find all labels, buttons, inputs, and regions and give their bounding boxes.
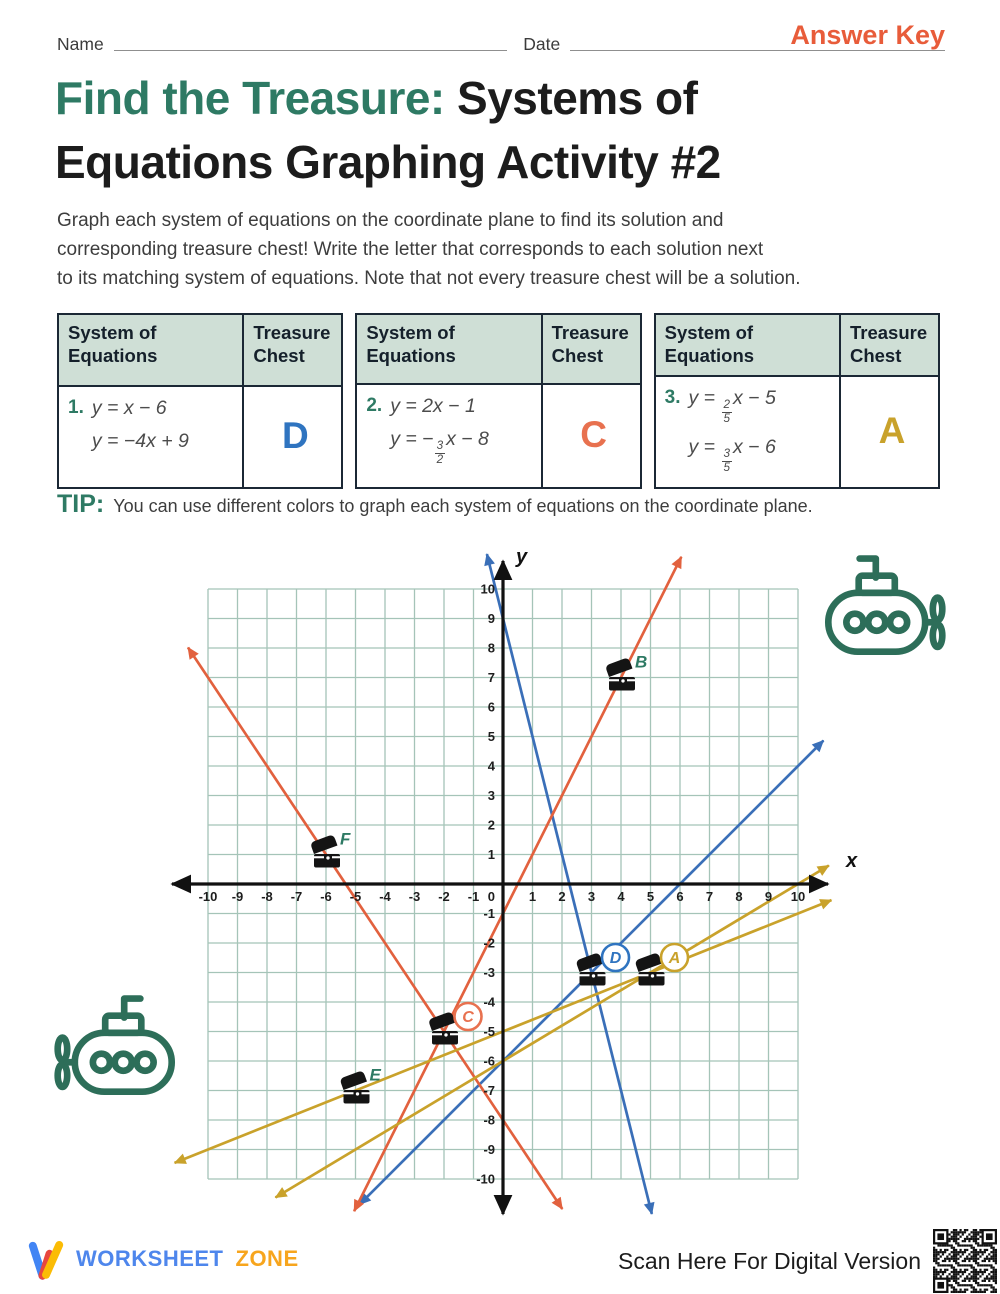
- treasure-chests: [310, 653, 688, 1104]
- svg-text:9: 9: [764, 889, 773, 904]
- svg-text:-10: -10: [198, 889, 218, 904]
- svg-text:1: 1: [528, 889, 537, 904]
- svg-text:6: 6: [676, 889, 684, 904]
- svg-text:-7: -7: [483, 1083, 495, 1098]
- brand-mark-icon: [24, 1237, 68, 1281]
- treasure-answer: D: [281, 414, 309, 456]
- svg-text:1: 1: [487, 847, 495, 862]
- submarine-icon: [58, 999, 172, 1092]
- brand-logo: [24, 1237, 299, 1281]
- system-number: 1.: [68, 397, 84, 419]
- svg-text:9: 9: [487, 611, 495, 626]
- svg-text:F: F: [340, 829, 351, 849]
- svg-text:-7: -7: [290, 889, 303, 904]
- page-title: [55, 66, 721, 195]
- svg-text:4: 4: [617, 889, 625, 904]
- svg-text:-9: -9: [483, 1142, 495, 1157]
- system-cell: [656, 377, 841, 487]
- name-blank-line: [114, 49, 508, 51]
- coordinate-plane: [0, 535, 1000, 1240]
- svg-text:-5: -5: [349, 889, 362, 904]
- treasure-chest-F: [310, 830, 351, 868]
- systems-tables: [57, 313, 940, 489]
- brand-word2: ZONE: [235, 1246, 299, 1271]
- column-header-system: System of Equations: [357, 315, 542, 385]
- svg-text:B: B: [635, 652, 648, 672]
- y-axis-label: y: [516, 546, 528, 568]
- svg-text:7: 7: [487, 670, 495, 685]
- brand-word1: WORKSHEET: [76, 1246, 224, 1271]
- svg-text:5: 5: [487, 729, 495, 744]
- svg-text:E: E: [369, 1065, 381, 1085]
- svg-text:D: D: [609, 950, 622, 968]
- svg-text:8: 8: [735, 889, 743, 904]
- svg-text:-1: -1: [467, 889, 480, 904]
- equation: y = $\frac{3}{5}$ x − 6: [688, 436, 776, 475]
- svg-text:3: 3: [587, 889, 596, 904]
- equation: y = $\frac{2}{5}$ x − 5: [688, 387, 776, 426]
- svg-text:-2: -2: [438, 889, 450, 904]
- svg-text:-8: -8: [483, 1112, 495, 1128]
- qr-code: [933, 1229, 997, 1293]
- svg-text:7: 7: [705, 889, 714, 904]
- system-number: 3.: [664, 387, 681, 409]
- instructions: Graph each system of equations on the coordinate plane to find its solution and corresponding treasure chest! Write the letter that corresponds to each solution next to its matching system of equations. Note that not every treasure chest will be a solution.: [57, 210, 801, 290]
- title-line2: Equations Graphing Activity #2: [55, 136, 721, 189]
- system-table-2: [355, 313, 641, 489]
- column-header-chest: Treasure Chest: [841, 315, 938, 377]
- treasure-chest-B: [605, 653, 647, 691]
- system-cell: [59, 387, 244, 487]
- svg-text:8: 8: [487, 640, 495, 656]
- column-header-system: System of Equations: [59, 315, 244, 387]
- answer-key-badge: Answer Key: [790, 20, 945, 50]
- graph-line-system-2: [188, 648, 562, 1209]
- treasure-answer: A: [878, 410, 906, 452]
- system-table-1: [57, 313, 343, 489]
- system-cell: [357, 385, 542, 487]
- equation: y = x − 6: [91, 397, 167, 420]
- scan-section: [618, 1229, 997, 1293]
- treasure-chest-E: [339, 1066, 381, 1104]
- svg-text:-8: -8: [261, 889, 273, 904]
- scan-text: Scan Here For Digital Version: [618, 1247, 921, 1274]
- svg-text:-4: -4: [379, 889, 391, 904]
- svg-text:2: 2: [487, 817, 495, 833]
- column-header-chest: Treasure Chest: [543, 315, 640, 385]
- equation: y = 2x − 1: [390, 395, 476, 418]
- svg-text:3: 3: [487, 788, 495, 803]
- svg-text:-3: -3: [483, 965, 495, 980]
- svg-text:-9: -9: [231, 889, 244, 904]
- equation: y = −4x + 9: [91, 430, 189, 453]
- svg-text:4: 4: [487, 758, 495, 774]
- treasure-answer: C: [580, 414, 608, 456]
- tip-label: TIP:: [57, 490, 105, 518]
- title-rest: Systems of: [444, 72, 698, 124]
- svg-text:-6: -6: [320, 889, 332, 904]
- tip-row: [57, 490, 813, 519]
- tip-text: You can use different colors to graph each system of equations on the coordinate plane.: [113, 496, 813, 516]
- svg-text:-4: -4: [483, 994, 495, 1010]
- equation: y = − $\frac{3}{2}$ x − 8: [390, 428, 489, 467]
- svg-text:5: 5: [646, 889, 655, 904]
- svg-text:10: 10: [790, 889, 806, 904]
- name-label: Name: [57, 34, 104, 54]
- date-label: Date: [523, 34, 561, 54]
- submarine-icon: [828, 559, 942, 652]
- x-axis-label: x: [846, 850, 858, 872]
- column-header-system: System of Equations: [656, 315, 841, 377]
- svg-text:2: 2: [558, 889, 566, 904]
- column-header-chest: Treasure Chest: [244, 315, 341, 387]
- svg-text:-5: -5: [483, 1024, 495, 1039]
- system-number: 2.: [366, 395, 383, 417]
- svg-text:6: 6: [487, 699, 495, 715]
- system-table-3: [654, 313, 940, 489]
- svg-text:-10: -10: [476, 1171, 495, 1187]
- svg-text:-3: -3: [408, 889, 421, 904]
- svg-text:A: A: [668, 950, 681, 968]
- title-highlight: Find the Treasure:: [55, 72, 445, 124]
- svg-text:-6: -6: [483, 1053, 495, 1069]
- svg-text:0: 0: [487, 889, 495, 904]
- svg-text:10: 10: [480, 581, 495, 597]
- svg-text:C: C: [462, 1009, 474, 1027]
- svg-text:-1: -1: [483, 906, 495, 921]
- svg-text:-2: -2: [483, 935, 495, 951]
